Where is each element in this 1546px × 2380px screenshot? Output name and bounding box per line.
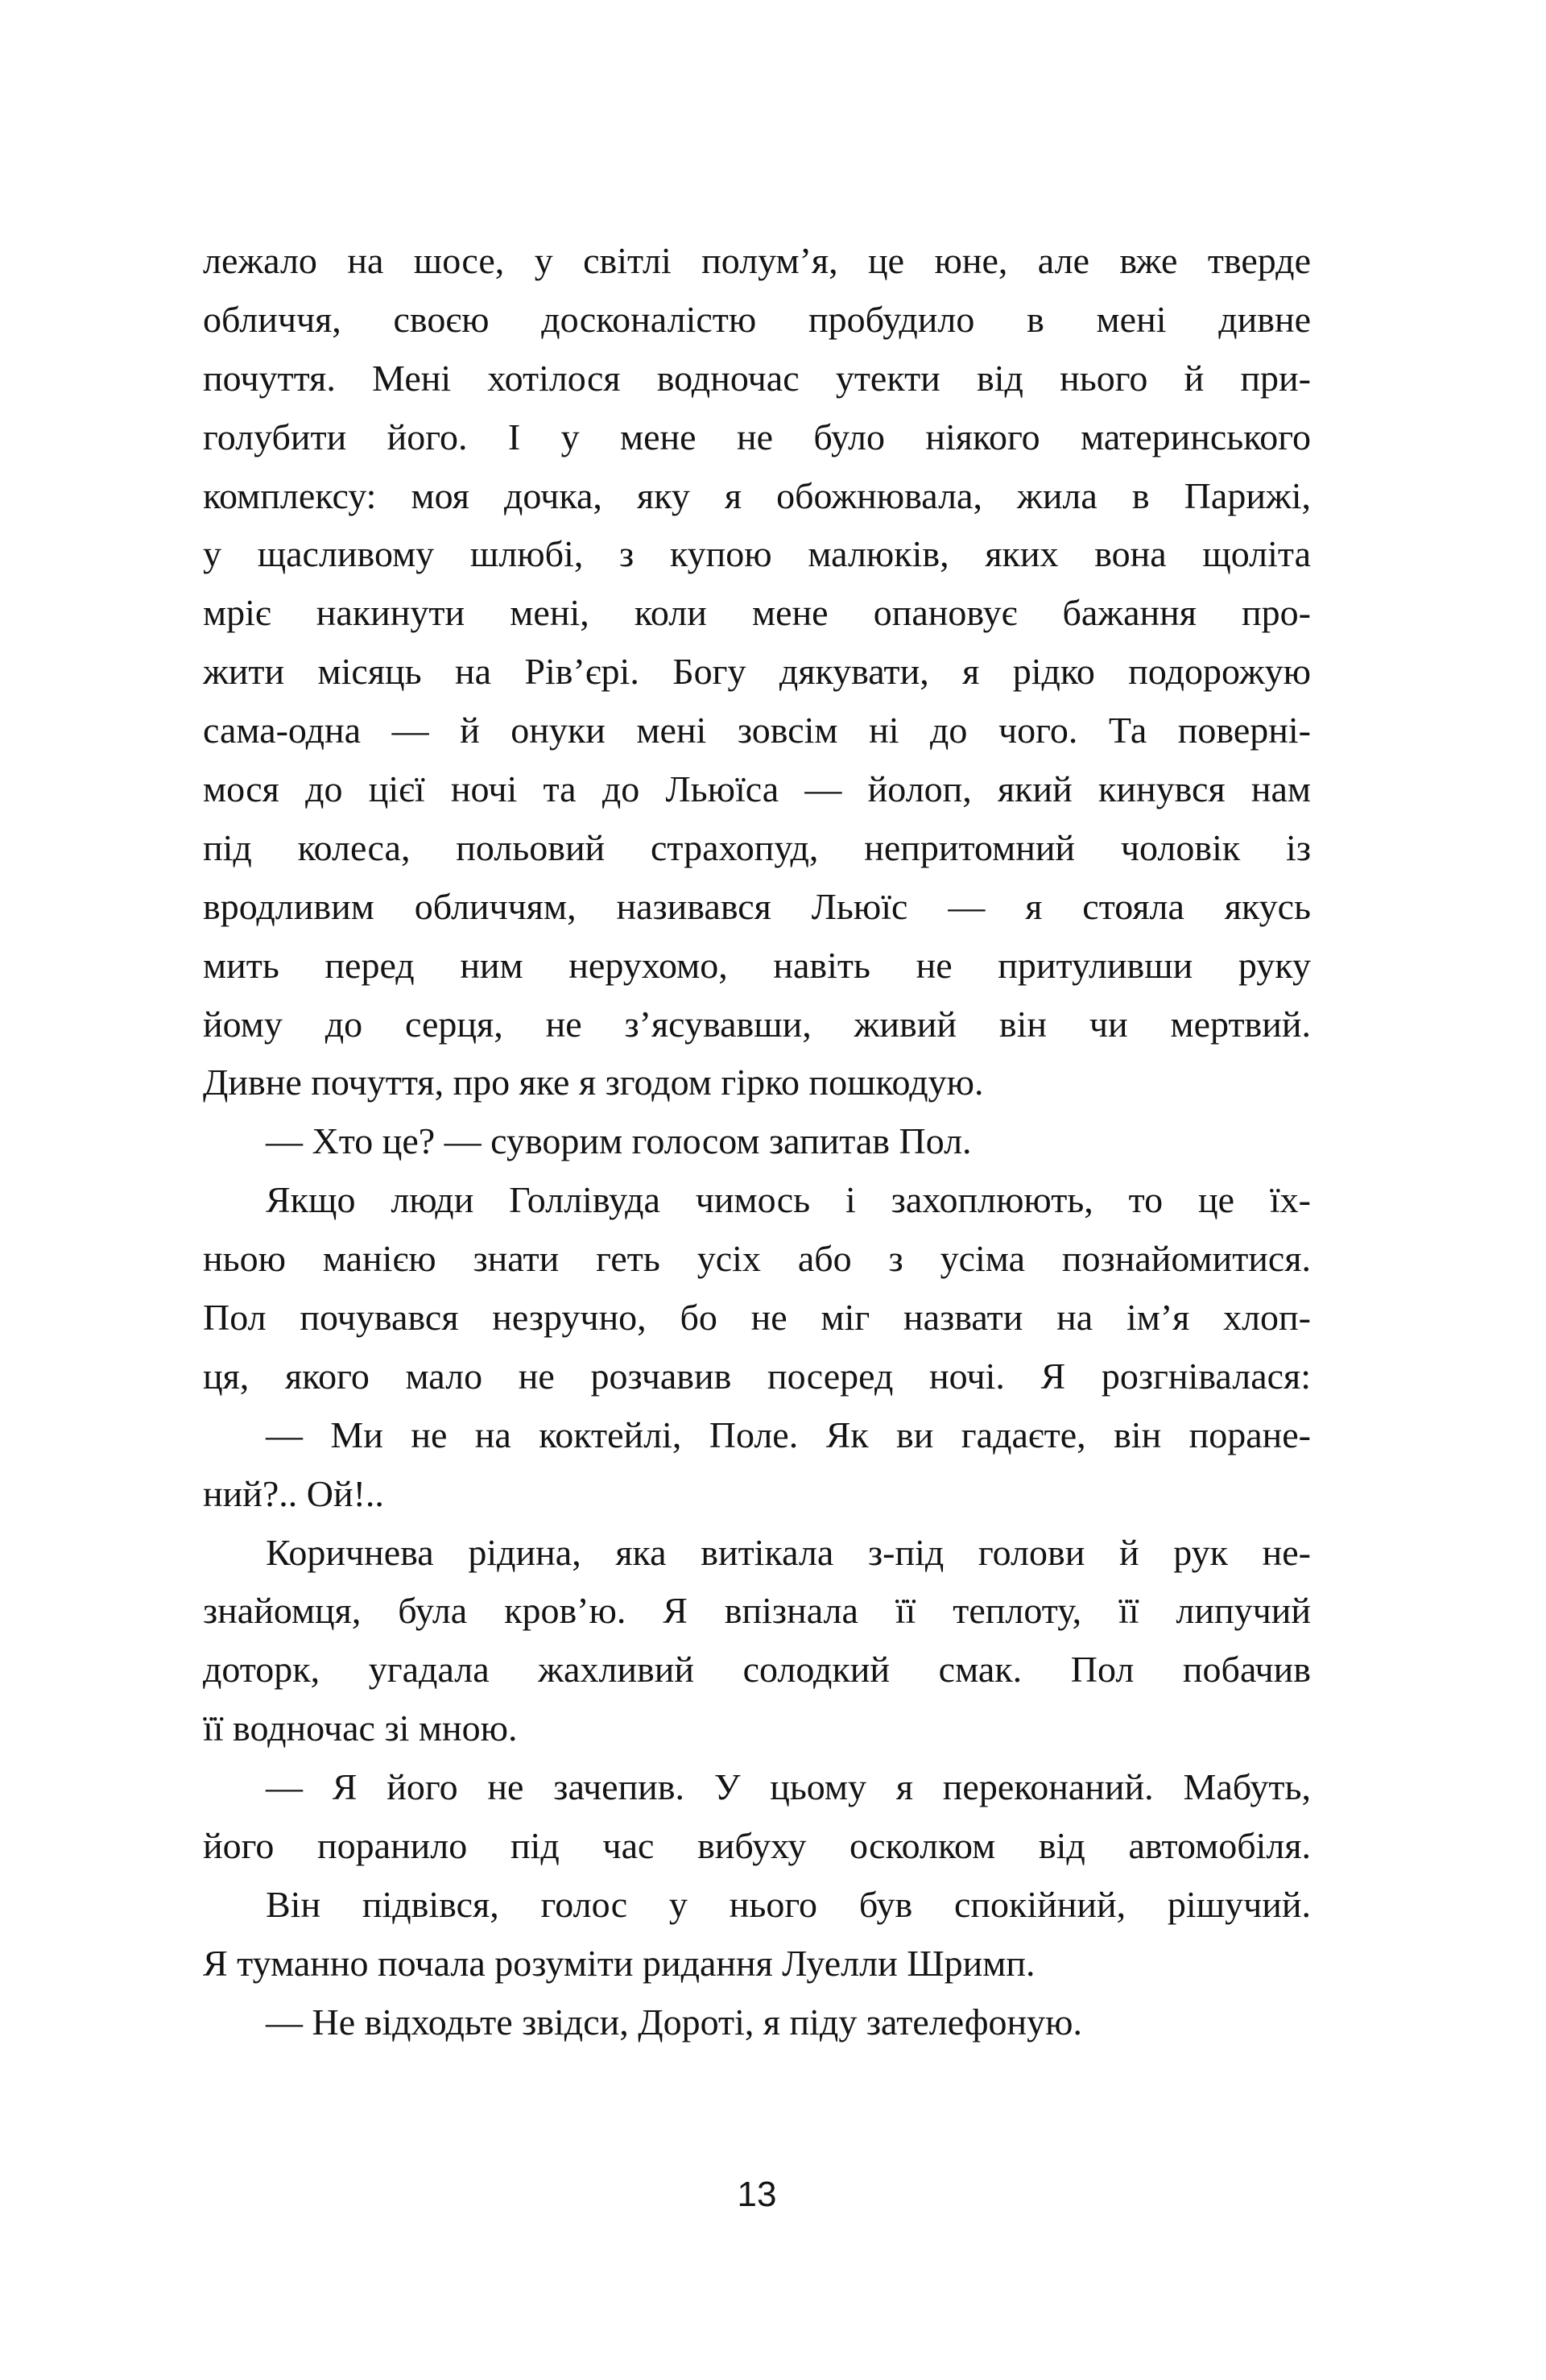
text-line: знайомця, була кров’ю. Я впізнала її теплоту, її липучий	[203, 1590, 1311, 1632]
text-line: ньою манією знати геть усіх або з усіма познайомитися.	[203, 1238, 1311, 1280]
text-line: Дивне почуття, про яке я згодом гірко пошкодую.	[203, 1062, 984, 1103]
dialogue-line: — Хто це? — суворим голосом запитав Пол.	[266, 1120, 972, 1162]
text-line: йому до серця, не з’ясувавши, живий він чи мертвий.	[203, 1003, 1311, 1045]
text-line: лежало на шосе, у світлі полум’я, це юне, але вже тверде	[203, 240, 1311, 281]
text-line: мріє накинути мені, коли мене опановує бажання про-	[203, 592, 1311, 634]
dialogue-line: ний?.. Ой!..	[203, 1472, 384, 1514]
text-line: голубити його. І у мене не було ніякого материнського	[203, 416, 1311, 457]
text-line: комплексу: моя дочка, яку я обожнювала, жила в Парижі,	[203, 474, 1311, 516]
body-text	[203, 232, 1311, 2052]
text-line: мося до цієї ночі та до Льюїса — йолоп, який кинувся нам	[203, 768, 1311, 810]
text-line: її водночас зі мною.	[203, 1707, 518, 1749]
text-line: під колеса, польовий страхопуд, непритомний чоловік із	[203, 826, 1311, 868]
text-line: Він підвівся, голос у нього був спокійний, рішучий.	[266, 1883, 1311, 1925]
text-line: Пол почувався незручно, бо не міг назвати на ім’я хлоп-	[203, 1297, 1311, 1339]
text-line: Якщо люди Голлівуда чимось і захоплюють, то це їх-	[266, 1179, 1311, 1221]
text-line: жити місяць на Рів’єрі. Богу дякувати, я рідко подорожую	[203, 651, 1311, 693]
dialogue-line: — Ми не на коктейлі, Поле. Як ви гадаєте, він поране-	[266, 1414, 1311, 1455]
dialogue-line: — Не відходьте звідси, Дороті, я піду зателефоную.	[266, 2001, 1082, 2043]
dialogue-line: його поранило під час вибуху осколком від автомобіля.	[203, 1825, 1311, 1867]
text-line: ця, якого мало не розчавив посеред ночі. Я розгнівалася:	[203, 1355, 1311, 1397]
text-line: вродливим обличчям, називався Льюїс — я стояла якусь	[203, 885, 1311, 927]
text-line: доторк, угадала жахливий солодкий смак. Пол побачив	[203, 1649, 1311, 1691]
text-line: у щасливому шлюбі, з купою малюків, яких вона щоліта	[203, 533, 1311, 575]
dialogue-line: — Я його не зачепив. У цьому я переконаний. Мабуть,	[266, 1766, 1311, 1808]
text-line: обличчя, своєю досконалістю пробудило в мені дивне	[203, 298, 1311, 340]
text-line: сама-одна — й онуки мені зовсім ні до чого. Та поверні-	[203, 710, 1311, 751]
page-number: 13	[737, 2175, 777, 2214]
text-line: мить перед ним нерухомо, навіть не притуливши руку	[203, 944, 1311, 986]
text-line: Я туманно почала розуміти ридання Луелли Шримп.	[203, 1942, 1035, 1984]
text-line: почуття. Мені хотілося водночас утекти від нього й при-	[203, 357, 1311, 399]
text-line: Коричнева рідина, яка витікала з-під голови й рук не-	[266, 1531, 1311, 1573]
